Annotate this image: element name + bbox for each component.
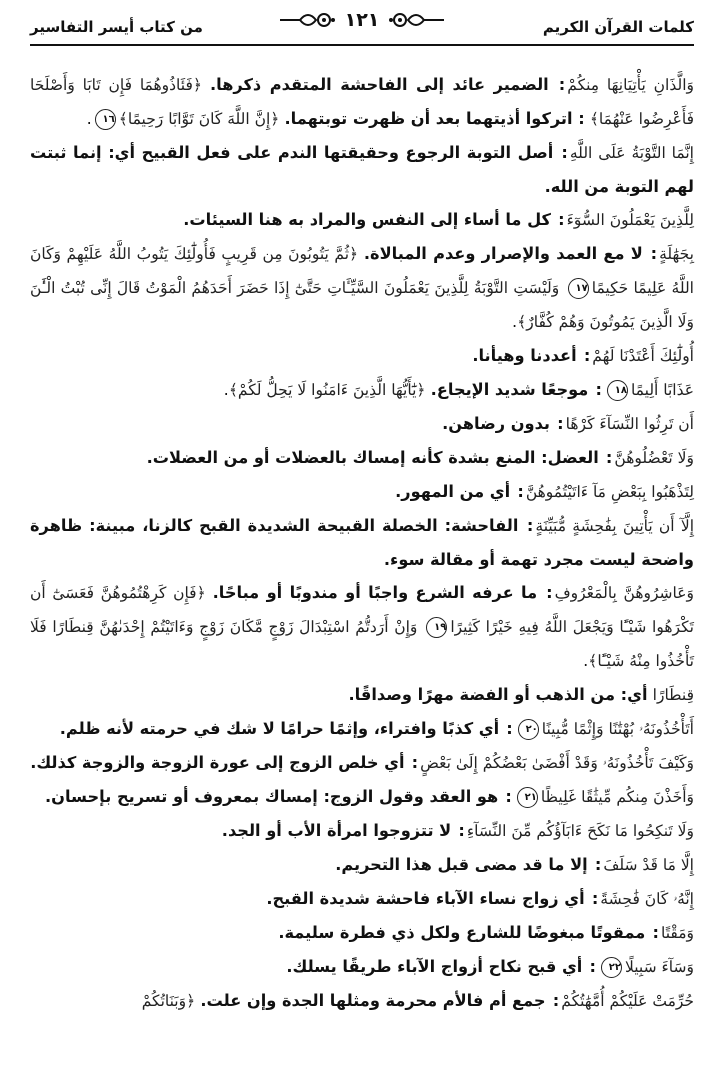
gloss-text: الضمير عائد إلى الفاحشة المتقدم ذكرها. xyxy=(209,75,549,94)
verse-text: وَكَيْفَ تَأْخُذُونَهُۥ وَقَدْ أَفْضَىٰ بَعْضُكُمْ إِلَىٰ بَعْضٍ xyxy=(420,754,694,772)
gloss-text: لا مع العمد والإصرار وعدم المبالاة. xyxy=(363,244,643,263)
glossary-entry: وَلَا تَعْضُلُوهُنَّ: العضل: المنع بشدة كأنه إمساك بالعضلات أو من العضلات. xyxy=(146,448,694,467)
gloss-text: جمع أم فالأم محرمة ومثلها الجدة وإن علت. xyxy=(200,991,546,1010)
glossary-entry: أَتَأْخُذُونَهُۥ بُهْتَٰنًا وَإِثْمًا مُّبِينًا٢٠: أي كذبًا وافتراء، وإثمًا حرامًا لا شك في حرمته لأنه ظلم. xyxy=(59,719,694,738)
ayah-number-marker: ٢٢ xyxy=(601,957,622,978)
verse-text: أَتَأْخُذُونَهُۥ بُهْتَٰنًا وَإِثْمًا مُّبِينًا xyxy=(541,720,694,738)
gloss-text: أعددنا وهيأنا. xyxy=(472,346,577,365)
glossary-entry: إِنَّهُۥ كَانَ فَٰحِشَةً: أي زواج نساء الآباء فاحشة شديدة القبح. xyxy=(266,889,694,908)
gloss-text: لا تتزوجوا امرأة الأب أو الجد. xyxy=(221,821,452,840)
verse-text: إِلَّا مَا قَدْ سَلَفَ xyxy=(603,856,694,874)
verse-text: قِنطَارًا xyxy=(652,686,694,704)
ayah-number-marker: ١٧ xyxy=(568,278,589,299)
verse-text: وَعَاشِرُوهُنَّ بِالْمَعْرُوفِ xyxy=(554,584,694,602)
verse-text: وَلَا تَنكِحُوا مَا نَكَحَ ءَابَآؤُكُم مِّنَ النِّسَآءِ xyxy=(466,822,694,840)
gloss-text: ممقوتًا مبغوضًا للشارع ولكل ذي فطرة سليمة. xyxy=(278,923,646,942)
verse-text: عَذَابًا أَلِيمًا xyxy=(630,381,694,399)
gloss-text: كل ما أساء إلى النفس والمراد به هنا السيئات. xyxy=(183,210,551,229)
gloss-text: أي قبح نكاح أزواج الآباء طريقًا يسلك. xyxy=(286,957,583,976)
verse-text: أُولَٰٓئِكَ أَعْتَدْنَا لَهُمْ xyxy=(592,347,694,365)
verse-text: أَن تَرِثُوا النِّسَآءَ كَرْهًا xyxy=(565,415,694,433)
verse-text: وَسَآءَ سَبِيلًا xyxy=(624,958,694,976)
ayah-number-marker: ٢١ xyxy=(517,787,538,808)
gloss-text: أي خلص الزوج إلى عورة الزوجة والزوجة كذلك. xyxy=(30,753,405,772)
verse-quote: ﴿فَإِن كَرِهْتُمُوهُنَّ فَعَسَىٰٓ أَن تَكْرَهُوا شَيْـًٔا وَيَجْعَلَ اللَّهُ فِيهِ خَيْرًا كَثِيرًا xyxy=(30,584,694,636)
glossary-entry: وَمَقْتًا: ممقوتًا مبغوضًا للشارع ولكل ذي فطرة سليمة. xyxy=(278,923,694,942)
book-title: كلمات القرآن الكريم xyxy=(542,18,694,36)
glossary-entry: وَعَاشِرُوهُنَّ بِالْمَعْرُوفِ: ما عرفه الشرع واجبًا أو مندوبًا أو مباحًا. ﴿فَإِن كَرِهْتُمُوهُنَّ فَعَسَىٰٓ أَن تَكْرَهُوا شَيْـًٔا وَيَجْعَلَ اللَّهُ فِيهِ خَيْرًا كَثِيرًا١٩ وَإِنْ أَرَدتُّمُ اسْتِبْدَالَ زَوْجٍ مَّكَانَ زَوْجٍ وَءَاتَيْتُمْ إِحْدَىٰهُنَّ قِنطَارًا فَلَا تَأْخُذُوا مِنْهُ شَيْـًٔا﴾. xyxy=(30,583,694,670)
glossary-entry: وَالَّذَانِ يَأْتِيَانِهَا مِنكُمْ: الضمير عائد إلى الفاحشة المتقدم ذكرها. ﴿فَئَاذُوهُمَا فَإِن تَابَا وَأَصْلَحَا فَأَعْرِضُوا عَنْهُمَا﴾ : اتركوا أذيتهما بعد أن ظهرت توبتهما. ﴿إِنَّ اللَّهَ كَانَ تَوَّابًا رَحِيمًا﴾١٦. xyxy=(30,75,694,128)
glossary-entry: وَكَيْفَ تَأْخُذُونَهُۥ وَقَدْ أَفْضَىٰ بَعْضُكُمْ إِلَىٰ بَعْضٍ: أي خلص الزوج إلى عورة الزوجة والزوجة كذلك. xyxy=(30,753,694,772)
page-header xyxy=(30,0,694,56)
glossary-list xyxy=(30,68,694,1018)
glossary-entry: لِتَذْهَبُوا بِبَعْضِ مَآ ءَاتَيْتُمُوهُنَّ: أي من المهور. xyxy=(395,482,694,501)
ayah-number-marker: ١٨ xyxy=(607,380,628,401)
verse-quote: وَلَيْسَتِ التَّوْبَةُ لِلَّذِينَ يَعْمَلُونَ السَّيِّـَٔاتِ حَتَّىٰٓ إِذَا حَضَرَ أَحَدَهُمُ الْمَوْتُ قَالَ إِنِّى تُبْتُ الْـَٰٔنَ وَلَا الَّذِينَ يَمُوتُونَ وَهُمْ كُفَّارٌ﴾ xyxy=(30,279,694,331)
glossary-entry: إِنَّمَا التَّوْبَةُ عَلَى اللَّهِ: أصل التوبة الرجوع وحقيقتها الندم على فعل القبيح أي: إنما ثبتت لهم التوبة من الله. xyxy=(30,143,694,196)
ayah-number-marker: ٢٠ xyxy=(518,719,539,740)
page-number: ١٢١ xyxy=(344,9,380,31)
glossary-entry: لِلَّذِينَ يَعْمَلُونَ السُّوٓءَ: كل ما أساء إلى النفس والمراد به هنا السيئات. xyxy=(183,210,694,229)
verse-text: وَلَا تَعْضُلُوهُنَّ xyxy=(614,449,694,467)
verse-text: لِلَّذِينَ يَعْمَلُونَ السُّوٓءَ xyxy=(566,211,694,229)
glossary-entry xyxy=(30,678,694,712)
gloss-text: أي كذبًا وافتراء، وإثمًا حرامًا لا شك في حرمته لأنه ظلم. xyxy=(59,719,500,738)
gloss-text: موجعًا شديد الإيجاع. xyxy=(430,380,589,399)
verse-text: حُرِّمَتْ عَلَيْكُمْ أُمَّهَٰتُكُمْ xyxy=(561,992,694,1010)
gloss-text: أي زواج نساء الآباء فاحشة شديدة القبح. xyxy=(266,889,585,908)
ayah-number-marker: ١٦ xyxy=(95,109,116,130)
gloss-text: بدون رضاهن. xyxy=(442,414,551,433)
glossary-entry: أَن تَرِثُوا النِّسَآءَ كَرْهًا: بدون رضاهن. xyxy=(442,414,694,433)
right-ornament-icon xyxy=(388,8,446,32)
glossary-entry: وَأَخَذْنَ مِنكُم مِّيثَٰقًا غَلِيظًا٢١: هو العقد وقول الزوج: إمساك بمعروف أو تسريح بإحسان. xyxy=(45,787,694,806)
page-number-ornament xyxy=(278,8,446,32)
verse-text: وَمَقْتًا xyxy=(660,924,694,942)
gloss-text: أي من المهور. xyxy=(395,482,511,501)
glossary-entry: حُرِّمَتْ عَلَيْكُمْ أُمَّهَٰتُكُمْ: جمع أم فالأم محرمة ومثلها الجدة وإن علت. ﴿وَبَنَاتُكُمْ xyxy=(141,991,694,1010)
gloss-text: الفاحشة: الخصلة القبيحة الشديدة القبح كالزنا، مبينة: ظاهرة واضحة ليست مجرد تهمة أو مقالة سوء. xyxy=(30,516,694,569)
gloss-text: إلا ما قد مضى قبل هذا التحريم. xyxy=(335,855,588,874)
glossary-entry: عَذَابًا أَلِيمًا١٨: موجعًا شديد الإيجاع. ﴿يَٰٓأَيُّهَا الَّذِينَ ءَامَنُوا لَا يَحِلُّ لَكُمْ﴾. xyxy=(223,380,694,399)
glossary-entry: بِجَهَٰلَةٍ: لا مع العمد والإصرار وعدم المبالاة. ﴿ثُمَّ يَتُوبُونَ مِن قَرِيبٍ فَأُولَٰٓئِكَ يَتُوبُ اللَّهُ عَلَيْهِمْ وَكَانَ اللَّهُ عَلِيمًا حَكِيمًا١٧ وَلَيْسَتِ التَّوْبَةُ لِلَّذِينَ يَعْمَلُونَ السَّيِّـَٔاتِ حَتَّىٰٓ إِذَا حَضَرَ أَحَدَهُمُ الْمَوْتُ قَالَ إِنِّى تُبْتُ الْـَٰٔنَ وَلَا الَّذِينَ يَمُوتُونَ وَهُمْ كُفَّارٌ﴾. xyxy=(30,244,694,331)
glossary-entry: إِلَّآ أَن يَأْتِينَ بِفَٰحِشَةٍ مُّبَيِّنَةٍ: الفاحشة: الخصلة القبيحة الشديدة القبح كالزنا، مبينة: ظاهرة واضحة ليست مجرد تهمة أو مقالة سوء. xyxy=(30,516,695,569)
source-title: من كتاب أيسر التفاسير xyxy=(30,18,203,36)
verse-quote: ﴿ثُمَّ يَتُوبُونَ مِن قَرِيبٍ فَأُولَٰٓئِكَ يَتُوبُ اللَّهُ عَلَيْهِمْ وَكَانَ اللَّهُ عَلِيمًا حَكِيمًا xyxy=(30,245,694,297)
verse-text: إِنَّمَا التَّوْبَةُ عَلَى اللَّهِ xyxy=(569,144,694,162)
verse-text: بِجَهَٰلَةٍ xyxy=(659,245,694,263)
glossary-entry: وَلَا تَنكِحُوا مَا نَكَحَ ءَابَآؤُكُم مِّنَ النِّسَآءِ: لا تتزوجوا امرأة الأب أو الجد. xyxy=(221,821,694,840)
glossary-entry: أُولَٰٓئِكَ أَعْتَدْنَا لَهُمْ: أعددنا وهيأنا. xyxy=(472,346,694,365)
verse-text: لِتَذْهَبُوا بِبَعْضِ مَآ ءَاتَيْتُمُوهُنَّ xyxy=(525,483,694,501)
ayah-number-marker: ١٩ xyxy=(426,617,447,638)
verse-quote: ﴿وَبَنَاتُكُمْ xyxy=(141,992,196,1010)
verse-text: إِنَّهُۥ كَانَ فَٰحِشَةً xyxy=(600,890,694,908)
verse-text: وَالَّذَانِ يَأْتِيَانِهَا مِنكُمْ xyxy=(567,76,694,94)
glossary-entry: إِلَّا مَا قَدْ سَلَفَ: إلا ما قد مضى قبل هذا التحريم. xyxy=(335,855,694,874)
gloss-text: : اتركوا أذيتهما بعد أن ظهرت توبتهما. xyxy=(284,109,585,128)
verse-quote: ﴿فَئَاذُوهُمَا فَإِن تَابَا وَأَصْلَحَا فَأَعْرِضُوا عَنْهُمَا﴾ xyxy=(30,76,694,128)
header-divider xyxy=(30,44,694,46)
verse-quote: ﴿إِنَّ اللَّهَ كَانَ تَوَّابًا رَحِيمًا﴾ xyxy=(118,110,280,128)
left-ornament-icon xyxy=(278,8,336,32)
glossary-entry: وَسَآءَ سَبِيلًا٢٢: أي قبح نكاح أزواج الآباء طريقًا يسلك. xyxy=(286,957,694,976)
gloss-text: أي: من الذهب أو الفضة مهرًا وصداقًا. xyxy=(348,685,648,704)
gloss-text: هو العقد وقول الزوج: إمساك بمعروف أو تسريح بإحسان. xyxy=(45,787,499,806)
verse-quote: وَإِنْ أَرَدتُّمُ اسْتِبْدَالَ زَوْجٍ مَّكَانَ زَوْجٍ وَءَاتَيْتُمْ إِحْدَىٰهُنَّ قِنطَارًا فَلَا تَأْخُذُوا مِنْهُ شَيْـًٔا﴾ xyxy=(30,618,694,670)
gloss-text: أصل التوبة الرجوع وحقيقتها الندم على فعل القبيح أي: إنما ثبتت لهم التوبة من الله. xyxy=(30,143,694,196)
gloss-text: ما عرفه الشرع واجبًا أو مندوبًا أو مباحًا. xyxy=(212,583,538,602)
verse-quote: ﴿يَٰٓأَيُّهَا الَّذِينَ ءَامَنُوا لَا يَحِلُّ لَكُمْ﴾ xyxy=(228,381,426,399)
gloss-text: العضل: المنع بشدة كأنه إمساك بالعضلات أو من العضلات. xyxy=(146,448,599,467)
verse-text: إِلَّآ أَن يَأْتِينَ بِفَٰحِشَةٍ مُّبَيِّنَةٍ xyxy=(535,517,695,535)
verse-text: وَأَخَذْنَ مِنكُم مِّيثَٰقًا غَلِيظًا xyxy=(540,788,694,806)
